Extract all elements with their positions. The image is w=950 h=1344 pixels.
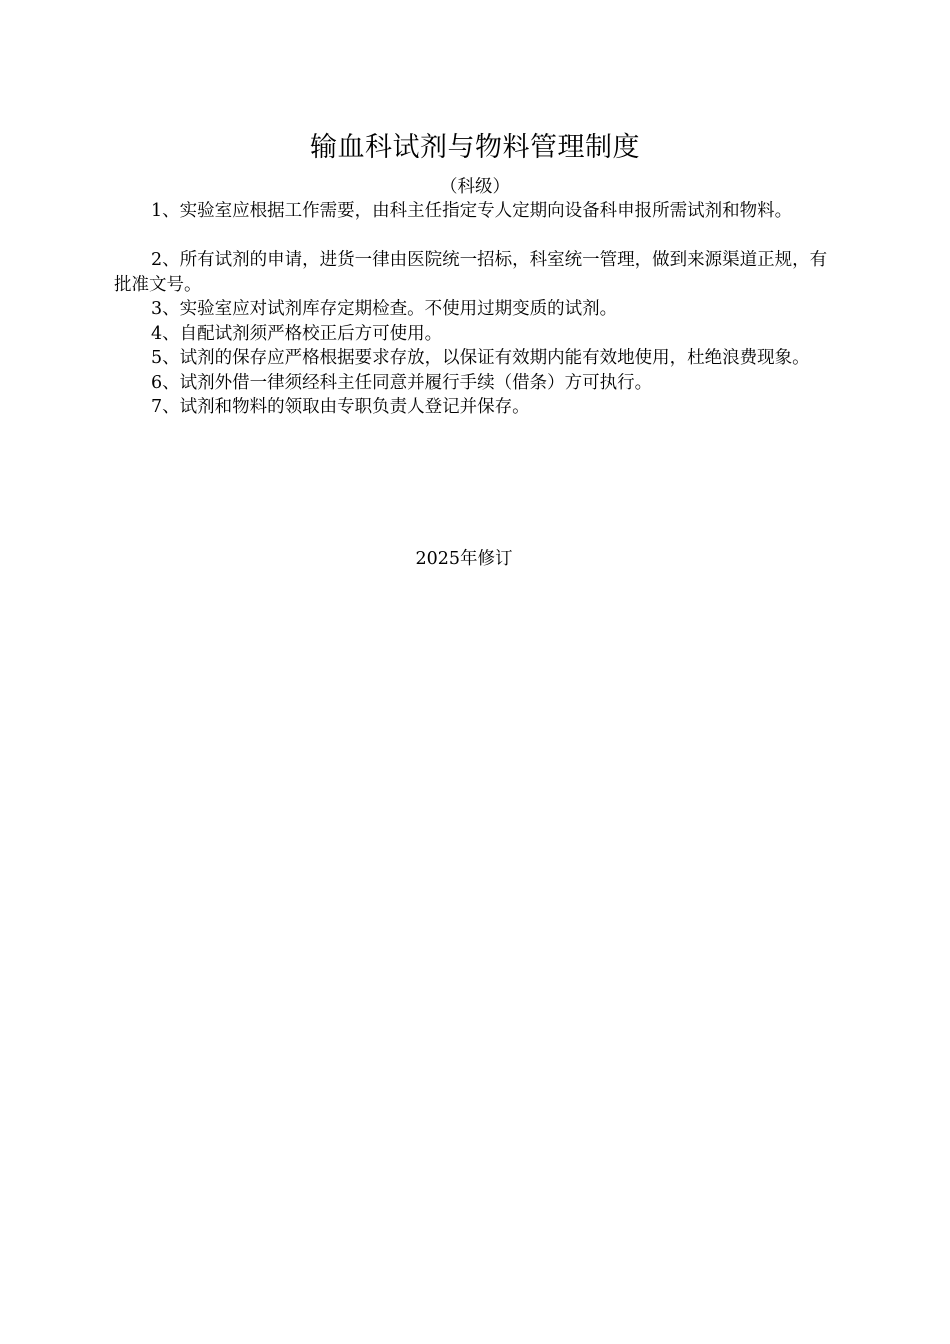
paragraph-4: 4、自配试剂须严格校正后方可使用。 [151,323,443,344]
paragraph-6: 6、试剂外借一律须经科主任同意并履行手续（借条）方可执行。 [151,372,653,393]
revision-note: 2025年修订 [415,549,513,569]
paragraph-5: 5、试剂的保存应严格根据要求存放，以保证有效期内能有效地使用，杜绝浪费现象。 [151,348,810,368]
document-body [114,199,842,420]
paragraph-2: 2、所有试剂的申请，进货一律由医院统一招标，科室统一管理，做到来源渠道正规，有批准文号。 [114,250,828,295]
paragraph-7: 7、试剂和物料的领取由专职负责人登记并保存。 [151,397,530,417]
document-title: 输血科试剂与物料管理制度 [310,132,640,163]
paragraph-1: 1、实验室应根据工作需要，由科主任指定专人定期向设备科申报所需试剂和物料。 [151,201,793,221]
document-subtitle: （科级） [440,177,510,197]
paragraph-spacer [114,224,842,249]
paragraph-3: 3、实验室应对试剂库存定期检查。不使用过期变质的试剂。 [151,299,618,319]
